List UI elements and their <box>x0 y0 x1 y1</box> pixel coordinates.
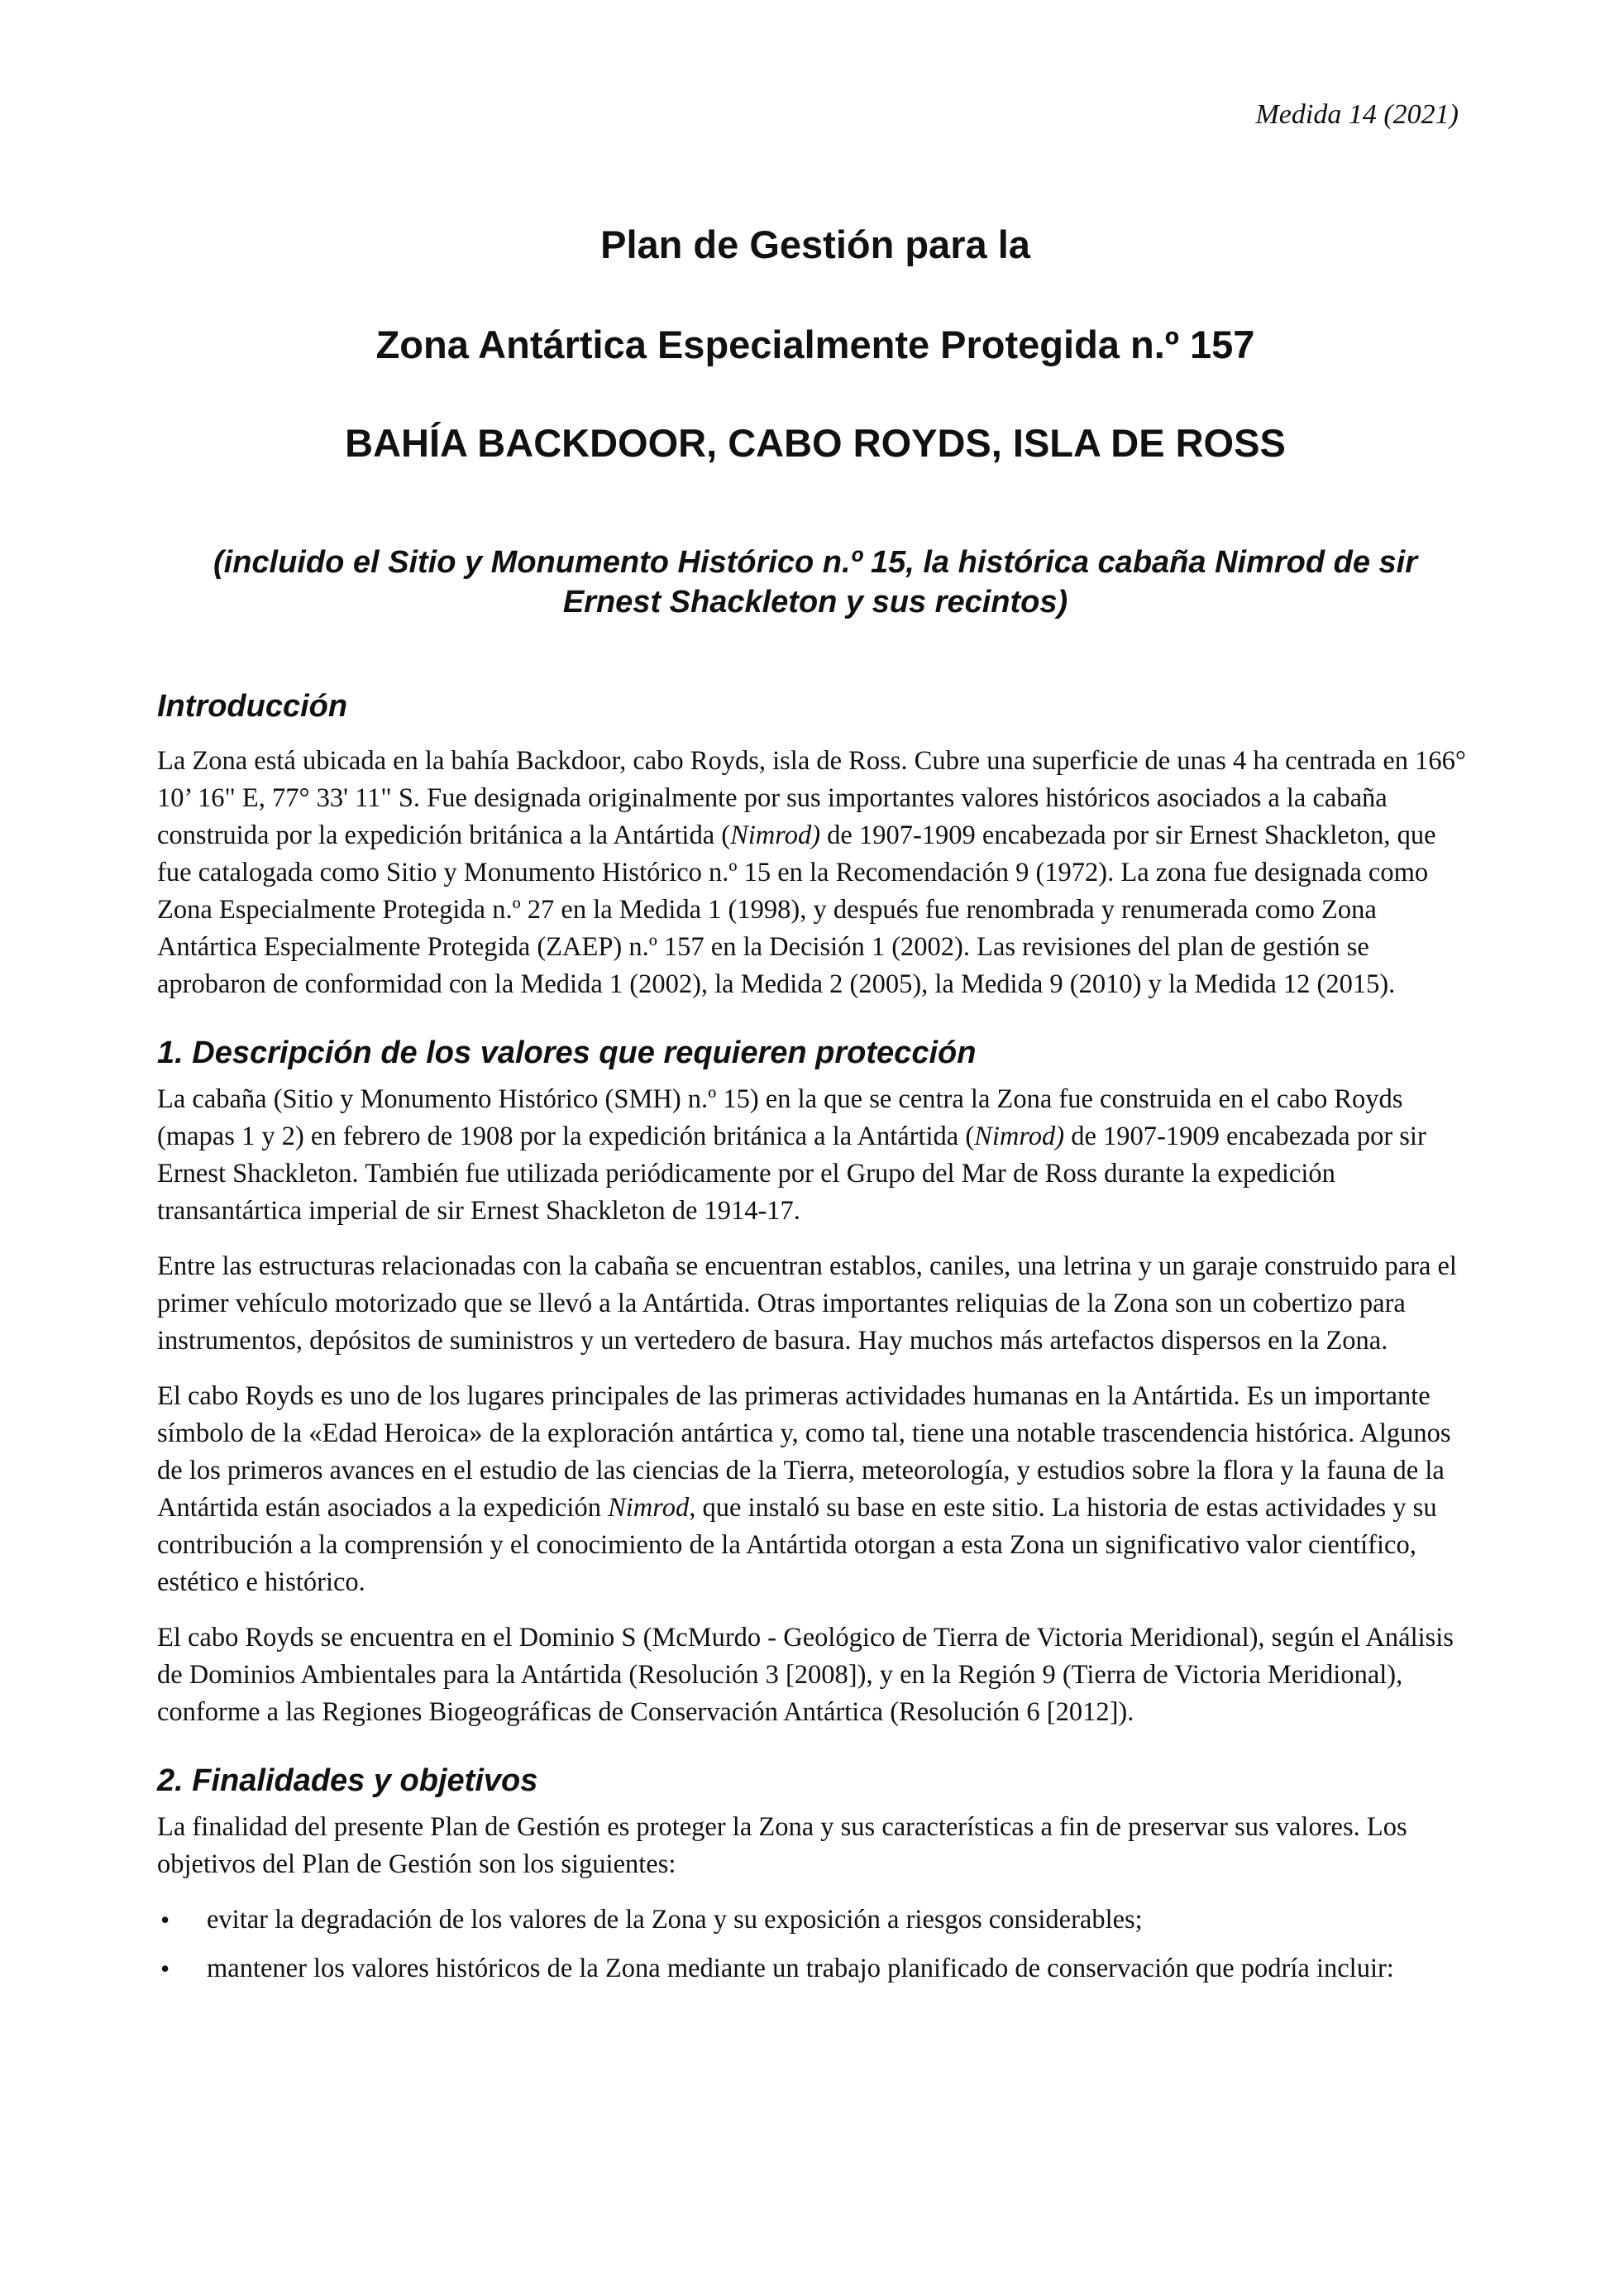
introduction-paragraph <box>157 743 1474 1003</box>
list-item-text: evitar la degradación de los valores de la Zona y su exposición a riesgos considerables; <box>207 1905 1143 1935</box>
italic-ship-name: Nimrod) <box>974 1122 1065 1151</box>
subtitle: (incluido el Sitio y Monumento Histórico n.º 15, la histórica cabaña Nimrod de sir Ernest Shackleton y sus recintos) <box>213 545 1418 619</box>
document-body <box>157 222 1474 1999</box>
bullet-icon: • <box>160 1905 170 1935</box>
text-run: , que instaló su base en este sitio. La historia de estas actividades y su contribución a la comprensión y el conocimiento de la Antártida otorgan a esta Zona un significativo valor científico, estético e histórico. <box>157 1493 1437 1597</box>
title-line-3: BAHÍA BACKDOOR, CABO ROYDS, ISLA DE ROSS <box>345 421 1286 465</box>
section1-paragraph-4: El cabo Royds se encuentra en el Dominio S (McMurdo - Geológico de Tierra de Victoria Meridional), según el Análisis de Dominios Ambientales para la Antártida (Resolución 3 [2008]), y en la Región 9 (Tierra de Victoria Meridional), conforme a las Regiones Biogeográficas de Conservación Antártica (Resolución 6 [2012]). <box>157 1623 1454 1727</box>
italic-ship-name: Nimrod <box>608 1493 690 1523</box>
text-run: El cabo Royds es uno de los lugares principales de las primeras actividades humanas en la Antártida. Es un importante símbolo de la «Edad Heroica» de la exploración antártica y, como tal, tiene una notable trascendencia histórica. Algunos de los primeros avances en el estudio de las ciencias de la Tierra, meteorología, y estudios sobre la flora y la fauna de la Antártida están asociados a la expedición <box>157 1381 1451 1523</box>
title-line-2: Zona Antártica Especialmente Protegida n.º 157 <box>375 323 1255 366</box>
section2-paragraph-1: La finalidad del presente Plan de Gestión es proteger la Zona y sus características a fin de preservar sus valores. Los objetivos del Plan de Gestión son los siguientes: <box>157 1812 1407 1879</box>
text-run: de 1907-1909 encabezada por sir Ernest Shackleton. También fue utilizada periódicamente por el Grupo del Mar de Ross durante la expedición transantártica imperial de sir Ernest Shackleton de 1914-17. <box>157 1122 1426 1226</box>
heading-section-1: 1. Descripción de los valores que requieren protección <box>157 1036 977 1070</box>
heading-section-2: 2. Finalidades y objetivos <box>157 1763 538 1798</box>
list-item-text: mantener los valores históricos de la Zona mediante un trabajo planificado de conservación que podría incluir: <box>207 1954 1394 1983</box>
text-run: La Zona está ubicada en la bahía Backdoor, cabo Royds, isla de Ross. Cubre una superficie de unas 4 ha centrada en 166° 10’ 16" E, 77° 33' 11" S. Fue designada originalmente por sus importantes valores históricos asociados a la cabaña construida por la expedición británica a la Antártida ( <box>157 746 1466 850</box>
list-item <box>157 1950 1474 1987</box>
section1-paragraph-3 <box>157 1378 1474 1601</box>
objectives-list <box>157 1901 1474 1987</box>
heading-introduction: Introducción <box>157 689 348 724</box>
section1-paragraph-2: Entre las estructuras relacionadas con la cabaña se encuentran establos, caniles, una letrina y un garaje construido para el primer vehículo motorizado que se llevó a la Antártida. Otras importantes reliquias de la Zona son un cobertizo para instrumentos, depósitos de suministros y un vertedero de basura. Hay muchos más artefactos dispersos en la Zona. <box>157 1251 1457 1356</box>
list-item <box>157 1901 1474 1939</box>
section1-paragraph-1 <box>157 1081 1474 1230</box>
text-run: La cabaña (Sitio y Monumento Histórico (SMH) n.º 15) en la que se centra la Zona fue construida en el cabo Royds (mapas 1 y 2) en febrero de 1908 por la expedición británica a la Antártida ( <box>157 1084 1403 1151</box>
text-run: de 1907-1909 encabezada por sir Ernest Shackleton, que fue catalogada como Sitio y Monumento Histórico n.º 15 en la Recomendación 9 (1972). La zona fue designada como Zona Especialmente Protegida n.º 27 en la Medida 1 (1998), y después fue renombrada y renumerada como Zona Antártica Especialmente Protegida (ZAEP) n.º 157 en la Decisión 1 (2002). Las revisiones del plan de gestión se aprobaron de conformidad con la Medida 1 (2002), la Medida 2 (2005), la Medida 9 (2010) y la Medida 12 (2015). <box>157 820 1436 999</box>
bullet-icon: • <box>160 1954 170 1983</box>
title-line-1: Plan de Gestión para la <box>600 222 1030 266</box>
italic-ship-name: Nimrod) <box>730 820 821 850</box>
measure-reference: Medida 14 (2021) <box>1255 99 1459 130</box>
